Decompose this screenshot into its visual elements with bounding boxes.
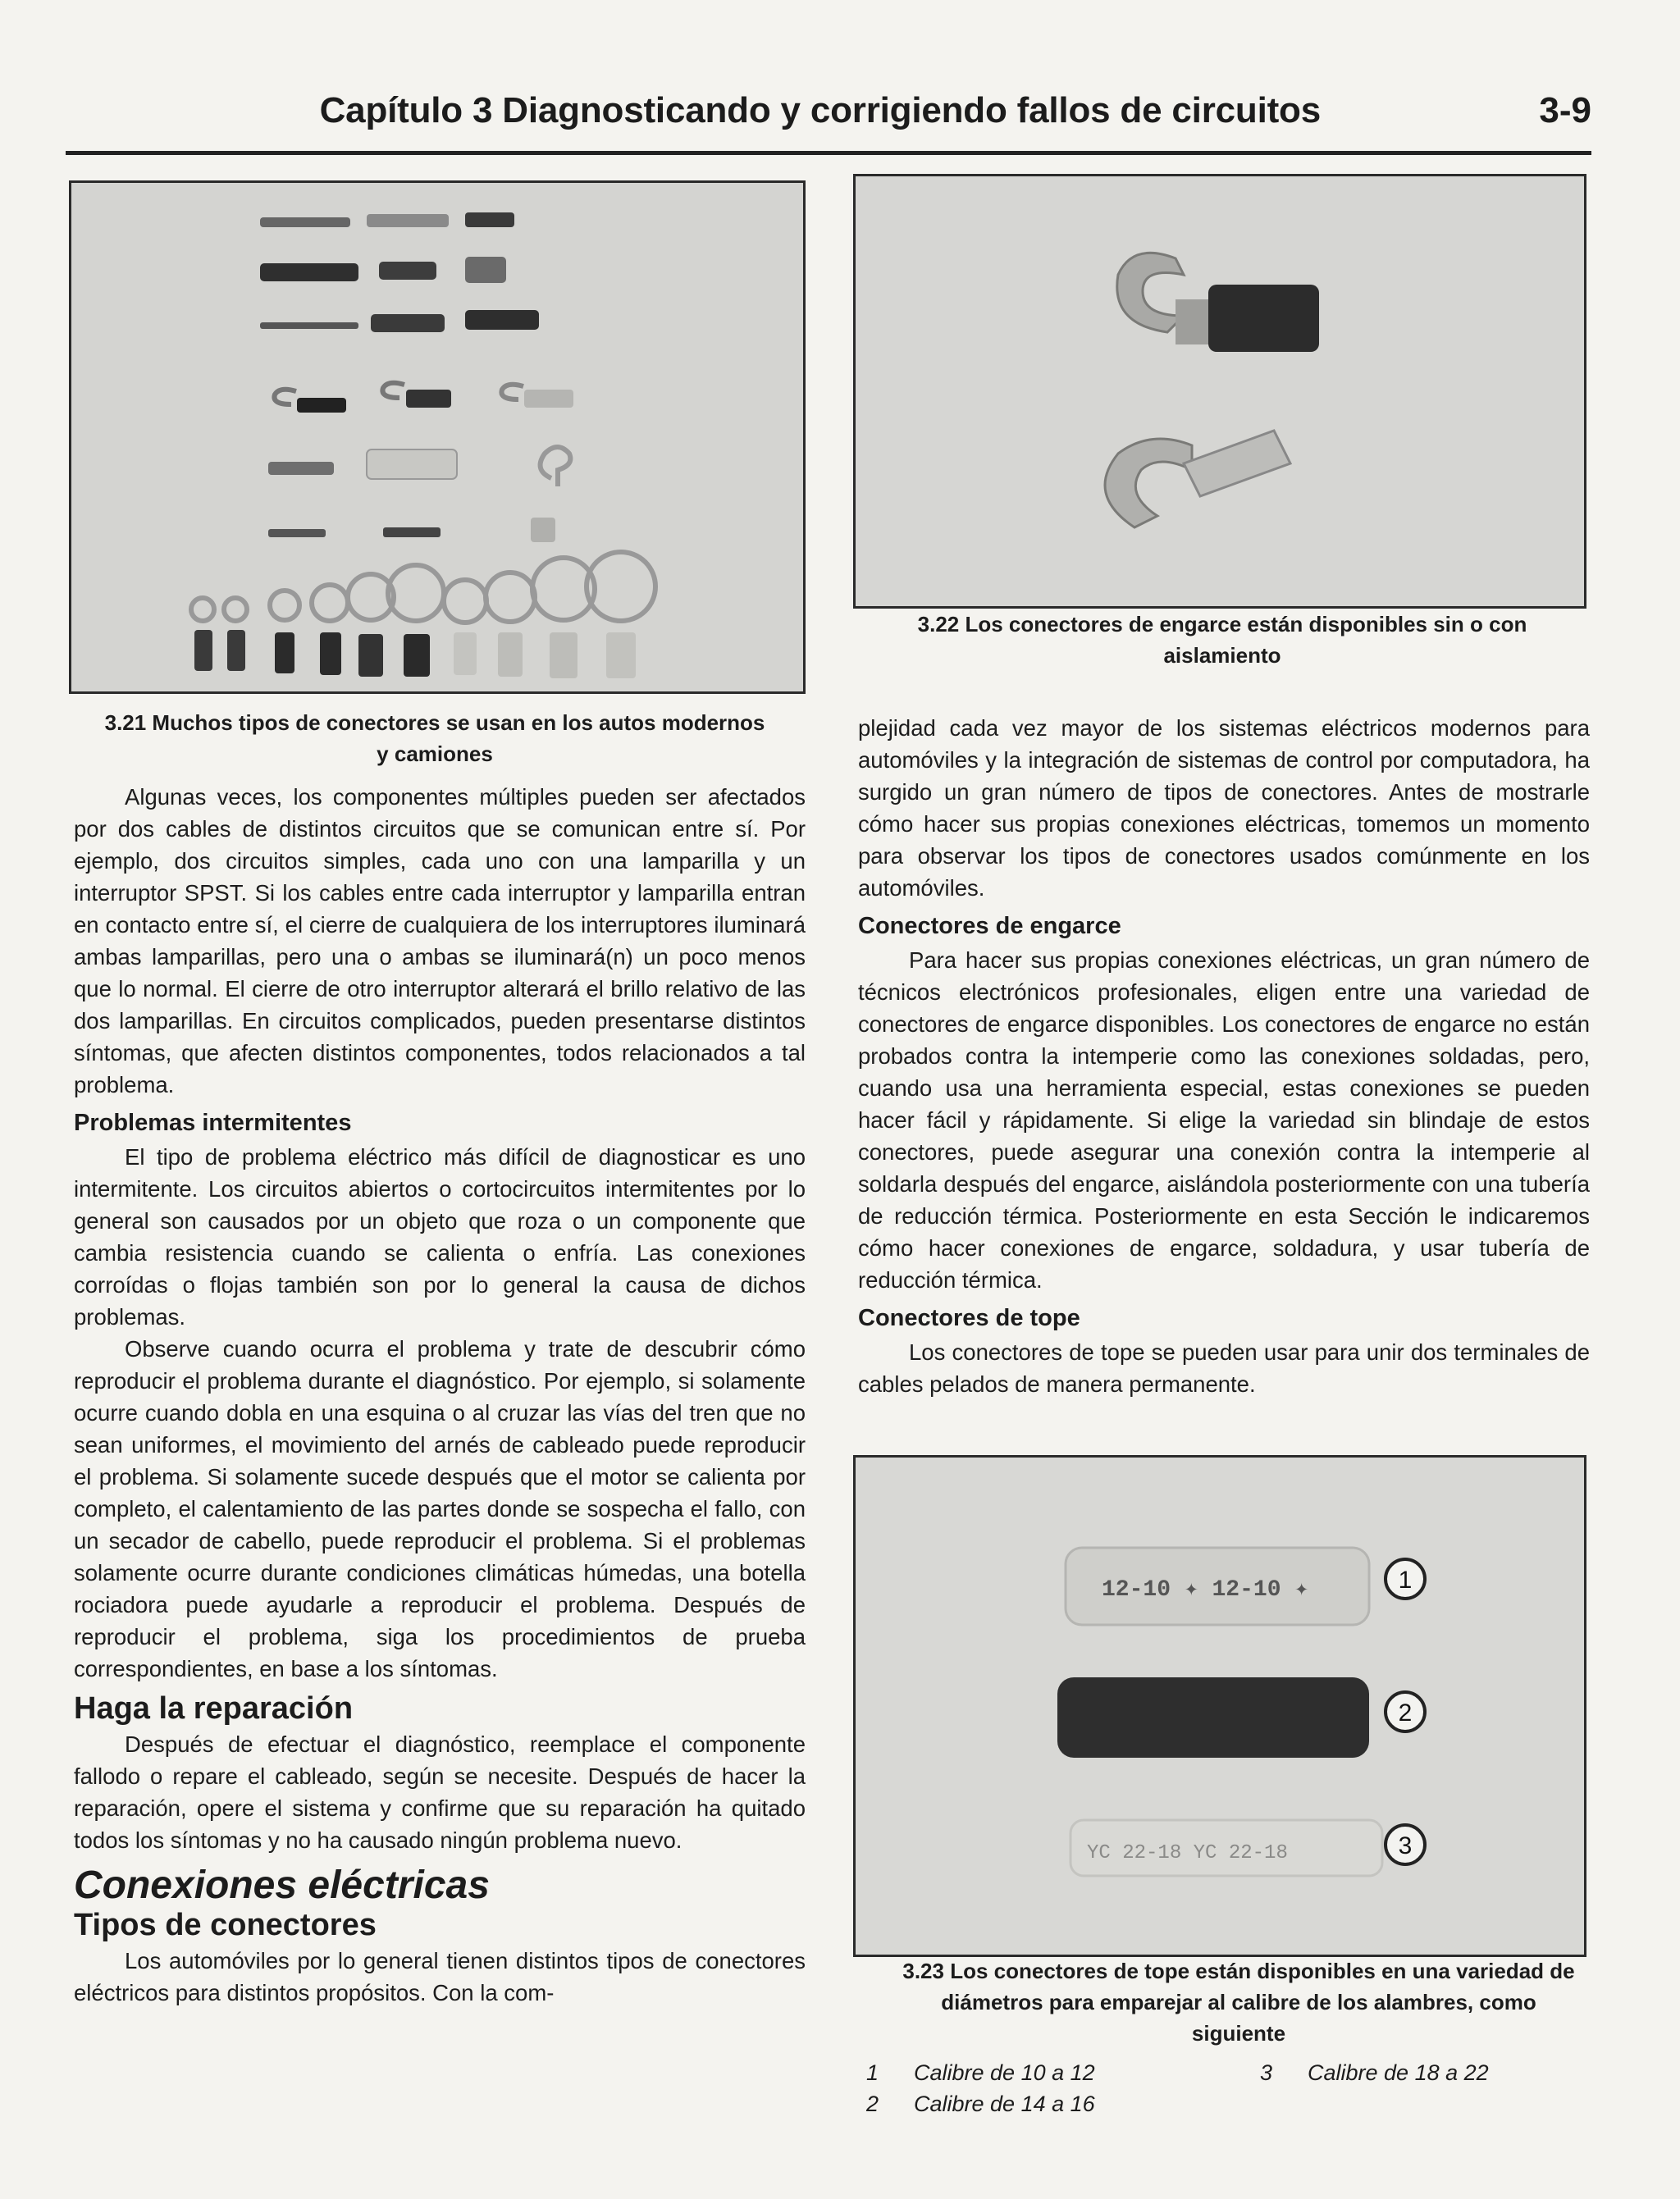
callout-2: 2 (1398, 1699, 1413, 1727)
figure-3-22-photo (853, 174, 1586, 609)
callout-1: 1 (1398, 1567, 1413, 1594)
heading-problemas-intermitentes: Problemas intermitentes (74, 1110, 352, 1136)
paragraph: El tipo de problema eléctrico más difícil de diagnosticar es uno intermitente. Los circuitos abiertos o cortocircuitos intermitentes por lo general son causados por un objeto que roza o un componente que cambia resistencia cuando se calienta o enfría. Las conexiones corroídas o flojas también son por lo general la causa de dichos problemas. (74, 1144, 806, 1330)
legend-item-1: 1 Calibre de 10 a 12 (866, 2060, 1095, 2085)
paragraph: Después de efectuar el diagnóstico, reemplace el componente fallodo o repare el cableado, según se necesite. Después de hacer la reparación, opere el sistema y confirme que su reparación ha quitado todos los síntomas y no ha causado ningún problema nuevo. (74, 1731, 806, 1853)
figure-3-23-legend (866, 2057, 1588, 2131)
paragraph: Los conectores de tope se pueden usar para unir dos terminales de cables pelados de manera permanente. (858, 1339, 1590, 1397)
figure-3-21-caption: 3.21 Muchos tipos de conectores se usan en los autos modernos y camiones (104, 710, 765, 766)
left-column (74, 781, 806, 2009)
figure-3-23-photo (853, 1455, 1586, 1957)
heading-conectores-de-engarce: Conectores de engarce (858, 913, 1121, 939)
right-column (858, 712, 1590, 1400)
heading-conectores-de-tope: Conectores de tope (858, 1305, 1080, 1331)
chapter-title: Capítulo 3 Diagnosticando y corrigiendo fallos de circuitos (319, 90, 1321, 130)
figure-3-21-photo (69, 180, 806, 694)
page-header (66, 90, 1591, 139)
connector-assortment-image (71, 183, 803, 691)
heading-conexiones-electricas: Conexiones eléctricas (74, 1864, 490, 1907)
connector-1-print: 12-10 ✦ 12-10 ✦ (1102, 1577, 1309, 1603)
heading-haga-la-reparacion: Haga la reparación (74, 1691, 354, 1726)
connector-3-print: YC 22-18 YC 22-18 (1087, 1842, 1288, 1864)
paragraph: Algunas veces, los componentes múltiples pueden ser afectados por dos cables de distintos circuitos que se comunican entre sí. Por ejemplo, dos circuitos simples, cada uno con una lamparilla y un interruptor SPST. Si los cables entre cada interruptor y lamparilla entran en contacto entre sí, el cierre de cualquiera de los interruptores iluminará ambas lamparillas, pero una o ambas se iluminará(n) un poco menos que lo normal. El cierre de otro interruptor alterará el brillo relativo de las dos lamparillas. En circuitos complicados, pueden presentarse distintos síntomas, que afecten distintos componentes, todos relacionados a tal problema. (74, 784, 806, 1097)
legend-item-3: 3 Calibre de 18 a 22 (1260, 2060, 1489, 2085)
paragraph: plejidad cada vez mayor de los sistemas eléctricos modernos para automóviles y la integración de sistemas de control por computadora, ha surgido un gran número de tipos de conectores. Antes de mostrarle cómo hacer sus propias conexiones eléctricas, tomemos un momento para observar los tipos de conectores usados comúnmente en los automóviles. (858, 715, 1590, 901)
figure-3-23-caption: 3.23 Los conectores de tope están disponibles en una variedad de diámetros para emparejar al calibre de los alambres, como siguiente (902, 1959, 1575, 2046)
crimp-connectors-image (856, 176, 1584, 606)
header-rule (66, 151, 1591, 155)
callout-3: 3 (1398, 1832, 1413, 1859)
butt-connectors-image (856, 1458, 1584, 1955)
legend-item-2: 2 Calibre de 14 a 16 (866, 2092, 1095, 2116)
figure-3-22-caption: 3.22 Los conectores de engarce están disponibles sin o con aislamiento (917, 612, 1527, 668)
paragraph: Los automóviles por lo general tienen distintos tipos de conectores eléctricos para distintos propósitos. Con la com- (74, 1948, 806, 2005)
paragraph: Observe cuando ocurra el problema y trate de descubrir cómo reproducir el problema durante el diagnóstico. Por ejemplo, si solamente ocurre cuando dobla en una esquina o al cruzar las vías del tren que no sean uniformes, el movimiento del arnés de cableado puede reproducir el problema. Si solamente sucede después que el motor se calienta por completo, el calentamiento de las partes donde se sospecha el fallo, con un secador de cabello, puede reproducir el problema. Si el problemas solamente ocurre durante condiciones climáticas húmedas, una botella rociadora puede ayudarle a reproducir el problema. Después de reproducir el problema, siga los procedimientos de prueba correspondientes, en base a los síntomas. (74, 1336, 806, 1681)
page-number: 3-9 (1539, 90, 1591, 130)
heading-tipos-de-conectores: Tipos de conectores (74, 1908, 377, 1942)
paragraph: Para hacer sus propias conexiones eléctricas, un gran número de técnicos electrónicos profesionales, eligen entre una variedad de conectores de engarce disponibles. Los conectores de engarce no están probados contra la intemperie como las conexiones soldadas, pero, cuando usa una herramienta especial, estas conexiones se pueden hacer fácil y rápidamente. Si elige la variedad sin blindaje de estos conectores, puede asegurar una conexión contra la intemperie al soldarla después del engarce, aislándola posteriormente con una tubería de reducción térmica. Posteriormente en esta Sección le indicaremos cómo hacer conexiones de engarce, soldadura, y usar tubería de reducción térmica. (858, 947, 1590, 1293)
